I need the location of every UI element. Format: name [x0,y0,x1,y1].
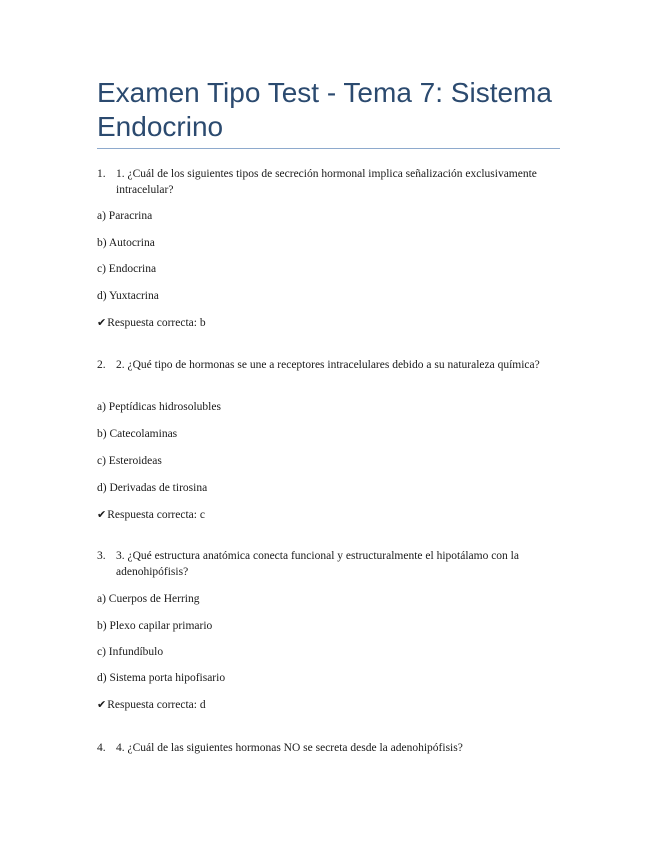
option-a: a) Cuerpos de Herring [97,593,200,605]
option-b: b) Plexo capilar primario [97,620,213,632]
option-d: d) Sistema porta hipofisario [97,672,226,684]
question-2 [97,357,567,373]
checkmark-icon: ✔ [97,508,107,521]
checkmark-icon: ✔ [97,698,107,711]
answer-label: Respuesta correcta: [107,509,197,521]
question-text: 1. ¿Cuál de los siguientes tipos de secreción hormonal implica señalización exclusivamente intracelular? [116,168,537,196]
option-c: c) Esteroideas [97,455,162,467]
option-d: d) Derivadas de tirosina [97,482,208,494]
answer-value: b [199,317,206,329]
question-number: 3. [97,550,106,562]
question-3 [97,548,567,580]
question-number: 1. [97,168,106,180]
option-d: d) Yuxtacrina [97,290,159,302]
correct-answer [97,507,205,523]
option-b: b) Catecolaminas [97,428,178,440]
question-text: 3. ¿Qué estructura anatómica conecta funcional y estructuralmente el hipotálamo con la adenohipófisis? [116,550,519,578]
checkmark-icon: ✔ [97,316,107,329]
answer-label: Respuesta correcta: [107,699,197,711]
answer-value: d [199,699,206,711]
option-a: a) Paracrina [97,210,153,222]
question-number: 4. [97,742,106,754]
option-a: a) Peptídicas hidrosolubles [97,401,221,413]
question-number: 2. [97,359,106,371]
option-c: c) Endocrina [97,263,157,275]
question-4 [97,740,567,756]
option-b: b) Autocrina [97,237,155,249]
answer-value: c [199,509,205,521]
correct-answer [97,697,206,713]
answer-label: Respuesta correcta: [107,317,197,329]
question-text: 4. ¿Cuál de las siguientes hormonas NO se secreta desde la adenohipófisis? [116,742,463,754]
page-title: Examen Tipo Test - Tema 7: Sistema Endocrino [97,77,552,142]
correct-answer [97,315,206,331]
title-divider [97,148,560,149]
question-1 [97,166,567,198]
question-text: 2. ¿Qué tipo de hormonas se une a receptores intracelulares debido a su naturaleza química? [116,359,540,371]
option-c: c) Infundíbulo [97,646,164,658]
